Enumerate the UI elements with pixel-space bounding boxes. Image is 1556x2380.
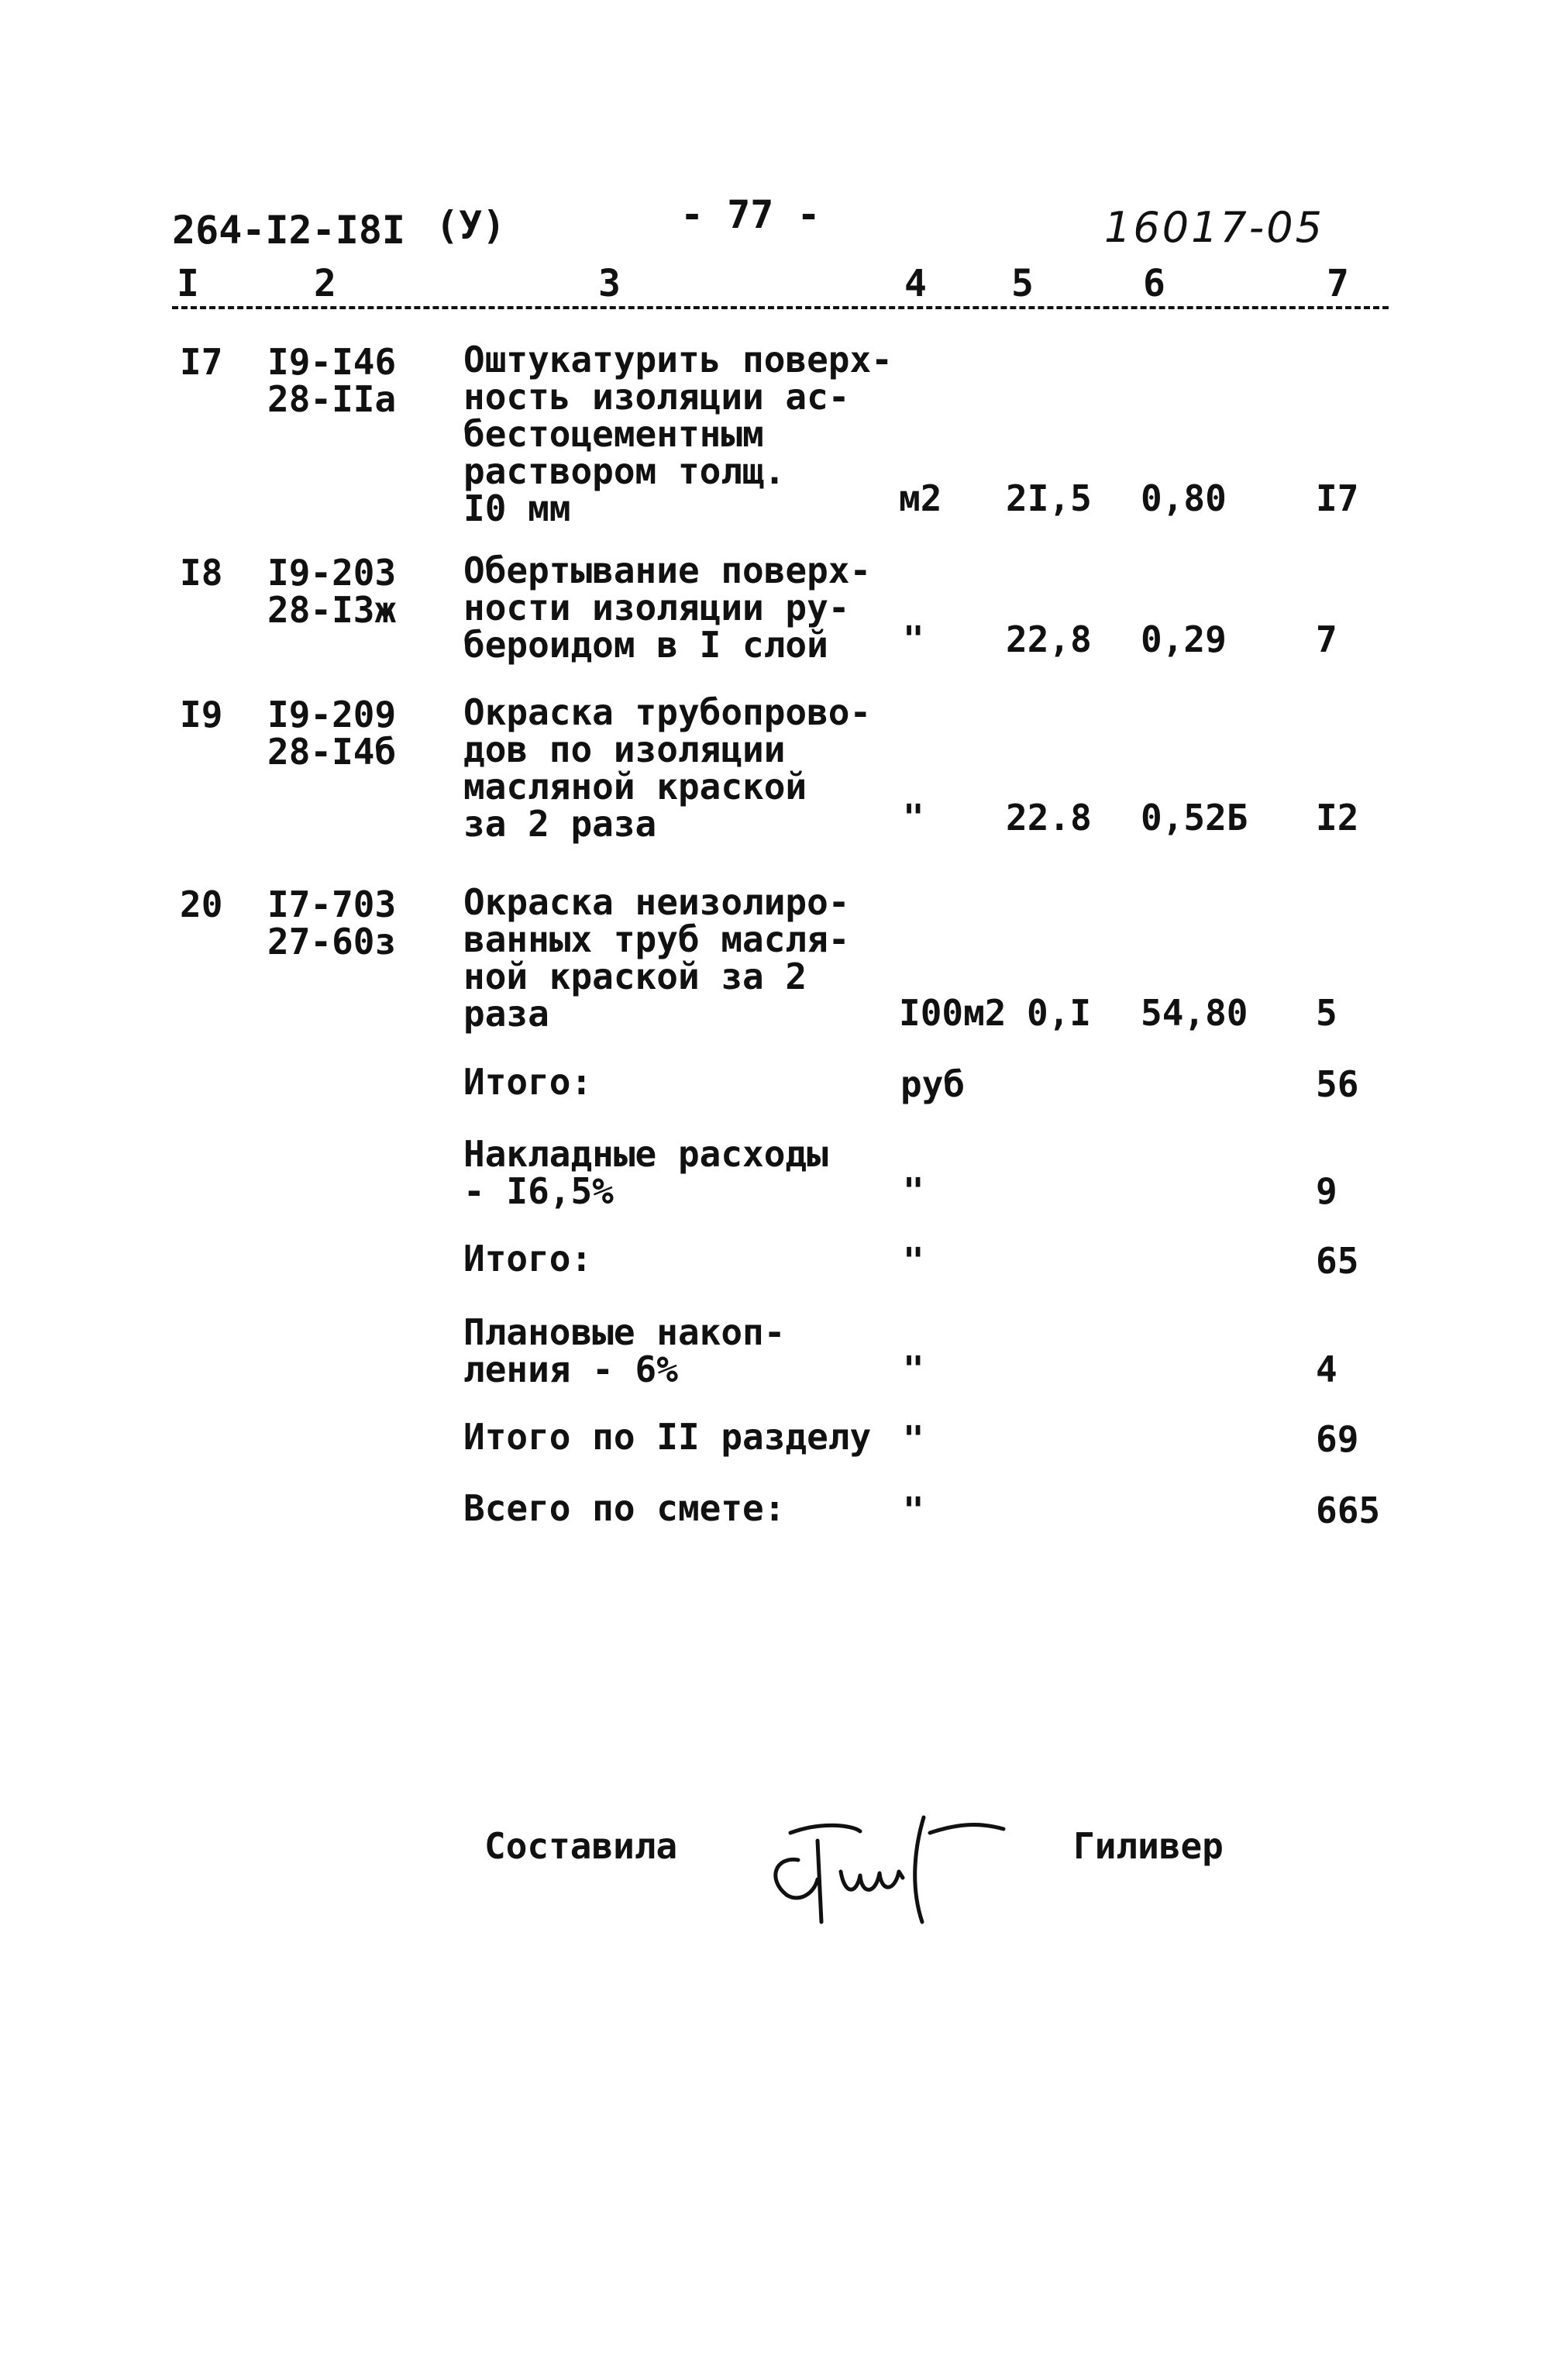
subtotal-2-label: Итого: bbox=[463, 1238, 593, 1280]
compiler-name: Гиливер bbox=[1073, 1825, 1224, 1867]
work-description: Оштукатурить поверх- ность изоляции ас- бестоцементным раствором толщ. I0 мм bbox=[463, 339, 893, 529]
column-number-6: 6 bbox=[1143, 262, 1167, 305]
document-code: 264-I2-I8I bbox=[172, 208, 406, 253]
column-number-7: 7 bbox=[1327, 262, 1351, 305]
row-number: I8 bbox=[180, 552, 223, 594]
norm-code: I9-209 bbox=[267, 694, 397, 735]
subtotal-value: 56 bbox=[1316, 1063, 1359, 1105]
section-total-value: 69 bbox=[1316, 1418, 1359, 1460]
overhead-unit: " bbox=[903, 1170, 924, 1212]
planned-savings-value: 4 bbox=[1316, 1348, 1337, 1390]
price-code: 28-I4б bbox=[267, 731, 397, 773]
unit: I00м2 bbox=[899, 992, 1007, 1034]
price-code: 28-IIа bbox=[267, 378, 397, 420]
quantity: 22,8 bbox=[1006, 618, 1092, 660]
compiled-by-label: Составила bbox=[484, 1825, 678, 1867]
total-cost: 7 bbox=[1316, 618, 1337, 660]
page-number: - 77 - bbox=[680, 192, 821, 237]
planned-savings-unit: " bbox=[903, 1348, 924, 1390]
column-number-1: I bbox=[177, 262, 201, 305]
column-number-5: 5 bbox=[1011, 262, 1035, 305]
column-number-4: 4 bbox=[904, 262, 928, 305]
overhead-label: Накладные расходы - I6,5% bbox=[463, 1133, 828, 1212]
grand-total-value: 665 bbox=[1316, 1490, 1381, 1531]
norm-code: I9-I46 bbox=[267, 341, 397, 383]
quantity: 0,I bbox=[1027, 992, 1092, 1034]
subtotal-unit: руб bbox=[900, 1063, 966, 1105]
price-code: 27-60з bbox=[267, 921, 397, 963]
unit: " bbox=[903, 618, 924, 660]
work-description: Окраска неизолиро- ванных труб масля- ной краской за 2 раза bbox=[463, 881, 850, 1035]
unit: " bbox=[903, 797, 924, 839]
unit: м2 bbox=[899, 477, 942, 519]
total-cost: 5 bbox=[1316, 992, 1337, 1034]
handwritten-number: 16017-05 bbox=[1104, 203, 1324, 252]
row-number: 20 bbox=[180, 883, 223, 925]
overhead-value: 9 bbox=[1316, 1170, 1337, 1212]
work-description: Окраска трубопрово- дов по изоляции масляной краской за 2 раза bbox=[463, 691, 872, 845]
subtotal-2-value: 65 bbox=[1316, 1240, 1359, 1282]
grand-total-label: Всего по смете: bbox=[463, 1487, 786, 1529]
grand-total-unit: " bbox=[903, 1490, 924, 1531]
unit-price: 54,80 bbox=[1141, 992, 1248, 1034]
work-description: Обертывание поверх- ности изоляции ру- бероидом в I слой bbox=[463, 549, 872, 666]
unit-price: 0,29 bbox=[1141, 618, 1227, 660]
quantity: 22.8 bbox=[1006, 797, 1092, 839]
unit-price: 0,52Б bbox=[1141, 797, 1248, 839]
norm-code: I7-703 bbox=[267, 883, 397, 925]
total-cost: I2 bbox=[1316, 797, 1359, 839]
subtotal-label: Итого: bbox=[463, 1061, 593, 1103]
column-number-2: 2 bbox=[314, 262, 338, 305]
section-total-label: Итого по II разделу bbox=[463, 1416, 872, 1458]
total-cost: I7 bbox=[1316, 477, 1359, 519]
price-code: 28-I3ж bbox=[267, 589, 397, 631]
subtotal-2-unit: " bbox=[903, 1240, 924, 1282]
row-number: I9 bbox=[180, 694, 223, 735]
norm-code: I9-203 bbox=[267, 552, 397, 594]
document-variant: (У) bbox=[435, 203, 506, 248]
column-header-rule bbox=[172, 306, 1389, 309]
column-number-3: 3 bbox=[598, 262, 622, 305]
quantity: 2I,5 bbox=[1006, 477, 1092, 519]
signature-icon bbox=[744, 1786, 1023, 1934]
section-total-unit: " bbox=[903, 1418, 924, 1460]
planned-savings-label: Плановые накоп- ления - 6% bbox=[463, 1311, 786, 1390]
unit-price: 0,80 bbox=[1141, 477, 1227, 519]
row-number: I7 bbox=[180, 341, 223, 383]
